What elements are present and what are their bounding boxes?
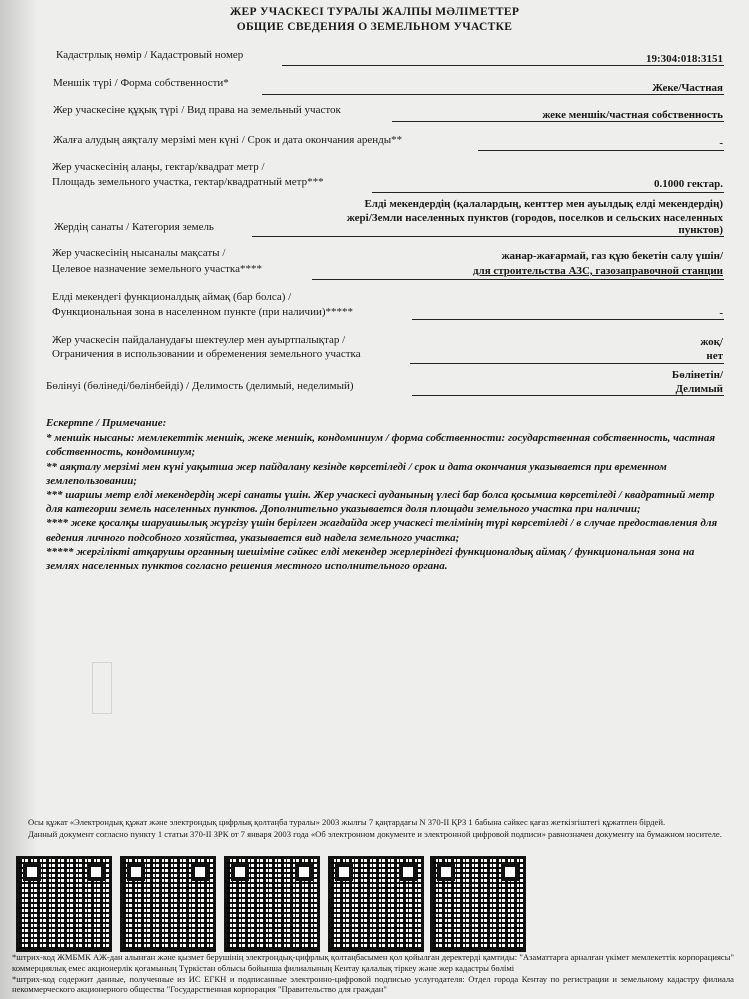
qr-code-1 [16,856,112,952]
category-label: Жердің санаты / Категория земель [54,221,214,233]
divisibility-label: Бөлінуі (бөлінеді/бөлінбейді) / Делимость (делимый, неделимый) [46,380,354,392]
note-4: **** жеке қосалқы шаруашылық жүргізу үшін берілген жағдайда жер учаскесі телімінің түрі көрсетіледі / в случае предоставления для ведения личного подсобного хозяйства, указывается вид надела земельного участка; [46,517,718,544]
legal-statement-ru: Данный документ согласно пункту 1 статьи 370-II ЗРК от 7 января 2003 года «Об электронном документе и электронной цифровой подписи» равнозначен документу на бумажном носителе. [28,828,722,839]
restrictions-label-ru: Ограничения в использовании и обременения земельного участка [52,348,361,360]
zone-label-kk: Елді мекендегі функционалдық аймақ (бар болса) / [52,291,292,303]
zone-line [412,319,724,320]
category-value-3: пунктов) [678,224,723,236]
purpose-label-ru: Целевое назначение земельного участка**** [52,263,262,275]
category-value-2: жері/Земли населенных пунктов (городов, поселков и сельских населенных [346,212,723,224]
note-3: *** шаршы метр елді мекендердің жері санаты үшін. Жер учаскесі ауданының үлесі бар болса қосымша көрсетіледі / квадратный метр для категории земель населенных пунктов. Дополнительно указывается доля площади земельного участка при наличии; [46,489,715,516]
restrictions-value-1: жоқ/ [700,336,723,348]
divisibility-line [412,395,724,396]
notes-section [46,416,718,573]
area-label-kk: Жер учаскесінің алаңы, гектар/квадрат метр / [52,161,265,173]
notes-heading: Ескертпе / Примечание: [46,417,167,429]
category-value-1: Елді мекендердің (қалалардың, кенттер мен ауылдық елді мекендердің) [364,198,723,210]
lease-term-line [478,150,724,151]
legal-statement-kk: Осы құжат «Электрондық құжат және электрондық цифрлық қолтаңба туралы» 2003 жылғы 7 қаңтардағы N 370-II ҚРЗ 1 бабына сәйкес қағаз жеткізгіштегі құжатпен бірдей. [28,817,666,827]
qr-code-4 [328,856,424,952]
area-value: 0.1000 гектар. [654,178,723,190]
area-line [372,192,724,193]
restrictions-line [410,363,724,364]
legal-statement [28,817,734,840]
purpose-line [312,279,724,280]
purpose-value-1: жанар-жағармай, газ құю бекетін салу үшін/ [501,250,723,262]
barcode-note-kk: *штрих-код ЖМБМК АЖ-дан алынған және қызмет берушінің электрондық-цифрлық қолтаңбасымен қол қойылған деректерді қамтиды: "Азаматтарға арналған үкімет мемлекеттік корпорациясы" коммерциялық емес акционерлік қоғамының Түркістан облысы бойынша филиалының Кентау қалалық тіркеу және жер кадастры бөлімі [12,952,734,973]
divisibility-value-1: Бөлінетін/ [671,369,723,381]
barcode-note [12,952,734,995]
area-label-ru: Площадь земельного участка, гектар/квадратный метр*** [52,176,324,188]
right-type-value: жеке меншік/частная собственность [542,109,723,121]
ownership-value: Жеке/Частная [652,82,723,94]
lease-term-value: - [719,137,723,149]
qr-code-5 [430,856,526,952]
lease-term-label: Жалға алудың аяқталу мерзімі мен күні / Срок и дата окончания аренды** [53,134,403,146]
restrictions-value-2: нет [706,350,723,362]
purpose-label-kk: Жер учаскесінің нысаналы мақсаты / [52,247,226,259]
qr-code-3 [224,856,320,952]
barcode-note-ru: *штрих-код содержит данные, полученные из ИС ЕГКН и подписанные электронно-цифровой подписью услугодателя: Отдел города Кентау по регистрации и земельному кадастру филиала некоммерческого акционерного общества "Государственная корпорация "Правительство для граждан" [12,973,734,995]
restrictions-label-kk: Жер учаскесін пайдаланудағы шектеулер мен ауыртпалықтар / [52,334,346,346]
bleed-through-mark [92,662,112,714]
category-line [252,236,724,237]
divisibility-value-2: Делимый [675,383,723,395]
note-1: * меншік нысаны: мемлекеттік меншік, жеке меншік, кондоминиум / форма собственности: государственная собственность, частная собственность, кондоминиум; [46,432,716,459]
cadastral-label: Кадастрлық нөмір / Кадастровый номер [56,49,244,61]
purpose-value-2: для строительства АЗС, газозаправочной станции [472,265,723,277]
title-russian: ОБЩИЕ СВЕДЕНИЯ О ЗЕМЕЛЬНОМ УЧАСТКЕ [236,21,513,33]
qr-code-2 [120,856,216,952]
zone-value: - [719,307,723,319]
note-2: ** аяқталу мерзімі мен күні уақытша жер пайдалану кезінде көрсетіледі / срок и дата окончания указывается при временном землепользовании; [46,460,667,487]
zone-label-ru: Функциональная зона в населенном пункте (при наличии)***** [52,306,354,318]
ownership-label: Меншік түрі / Форма собственности* [53,77,229,89]
cadastral-value: 19:304:018:3151 [646,53,723,65]
right-type-label: Жер учаскесіне құқық түрі / Вид права на земельный участок [53,104,341,116]
note-5: ***** жергілікті атқарушы органның шешіміне сәйкес елді мекендер жерлеріндегі функционалдық аймақ / функциональная зона на землях населенных пунктов согласно решения местного исполнительного органа. [46,545,695,573]
title-kazakh: ЖЕР УЧАСКЕСІ ТУРАЛЫ ЖАЛПЫ МӘЛІМЕТТЕР [229,6,520,18]
